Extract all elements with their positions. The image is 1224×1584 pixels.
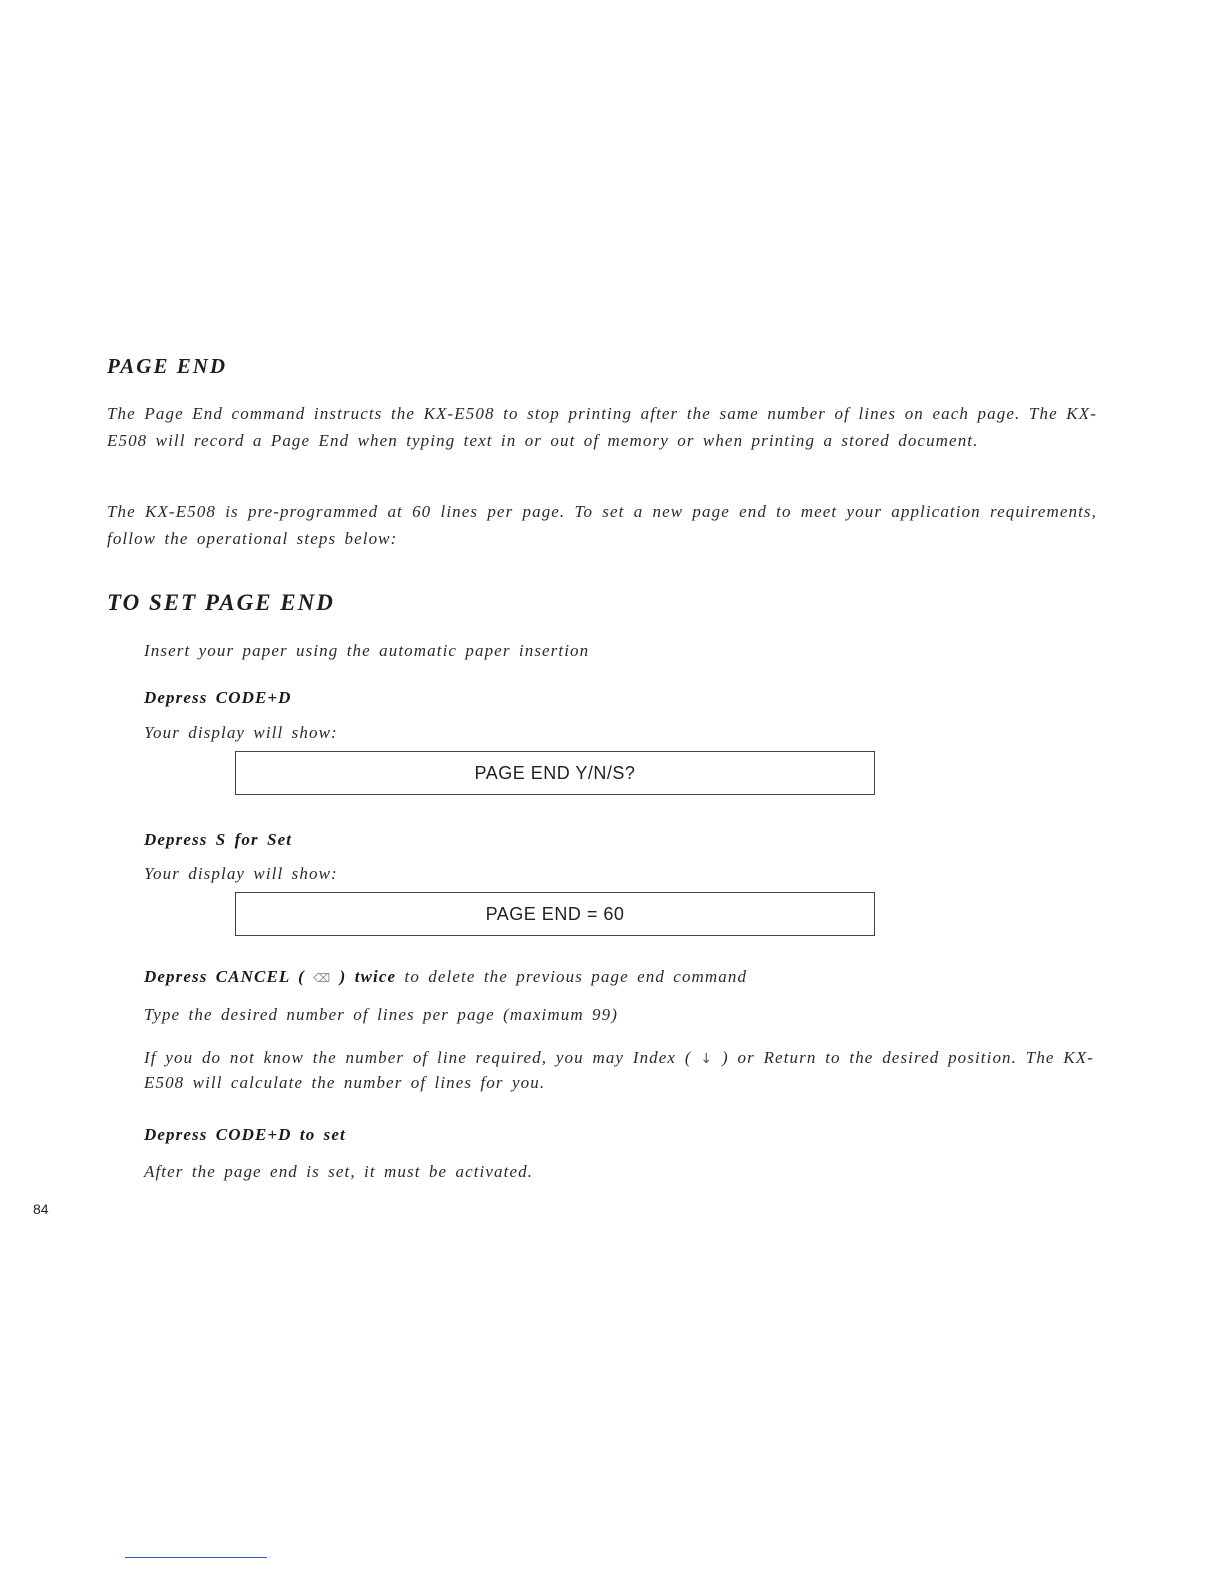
step-index-note bbox=[144, 1046, 1094, 1095]
backspace-key-icon: ⌫ bbox=[313, 971, 332, 985]
step-after-set: After the page end is set, it must be activated. bbox=[144, 1162, 534, 1181]
index-suffix: ) or Return to the desired position. The KX-E508 will calculate the number of lines for you. bbox=[144, 1048, 1094, 1092]
step-depress-code-d: Depress CODE+D bbox=[144, 688, 292, 707]
display-intro-1: Your display will show: bbox=[144, 723, 338, 742]
intro-paragraph-1: The Page End command instructs the KX-E508 to stop printing after the same number of lines on each page. The KX-E508 will record a Page End when typing text in or out of memory or when printing a stored document. bbox=[107, 404, 1097, 450]
cancel-bold-suffix: ) twice bbox=[339, 967, 397, 986]
step-depress-set: Depress CODE+D to set bbox=[144, 1125, 346, 1144]
step-insert-paper: Insert your paper using the automatic paper insertion bbox=[144, 641, 590, 660]
display-intro-2: Your display will show: bbox=[144, 864, 338, 883]
display-box-2 bbox=[235, 892, 875, 936]
step-depress-cancel bbox=[144, 967, 747, 987]
section-title: PAGE END bbox=[107, 354, 228, 378]
step-depress-s: Depress S for Set bbox=[144, 830, 293, 849]
down-arrow-icon: ↓ bbox=[700, 1051, 714, 1067]
cancel-rest: to delete the previous page end command bbox=[396, 967, 748, 986]
index-prefix: If you do not know the number of line required, you may Index ( bbox=[144, 1048, 692, 1067]
display-box-1 bbox=[235, 751, 875, 795]
subsection-title: TO SET PAGE END bbox=[107, 590, 335, 615]
intro-paragraph-2: The KX-E508 is pre-programmed at 60 lines per page. To set a new page end to meet your application requirements, follow the operational steps below: bbox=[107, 502, 1097, 548]
footer-rule bbox=[125, 1557, 267, 1558]
display-text-2: PAGE END = 60 bbox=[485, 903, 625, 924]
step-type-lines: Type the desired number of lines per page (maximum 99) bbox=[144, 1005, 619, 1024]
page-number: 84 bbox=[33, 1201, 49, 1217]
cancel-prefix: Depress CANCEL ( bbox=[144, 967, 305, 986]
display-text-1: PAGE END Y/N/S? bbox=[474, 762, 636, 783]
